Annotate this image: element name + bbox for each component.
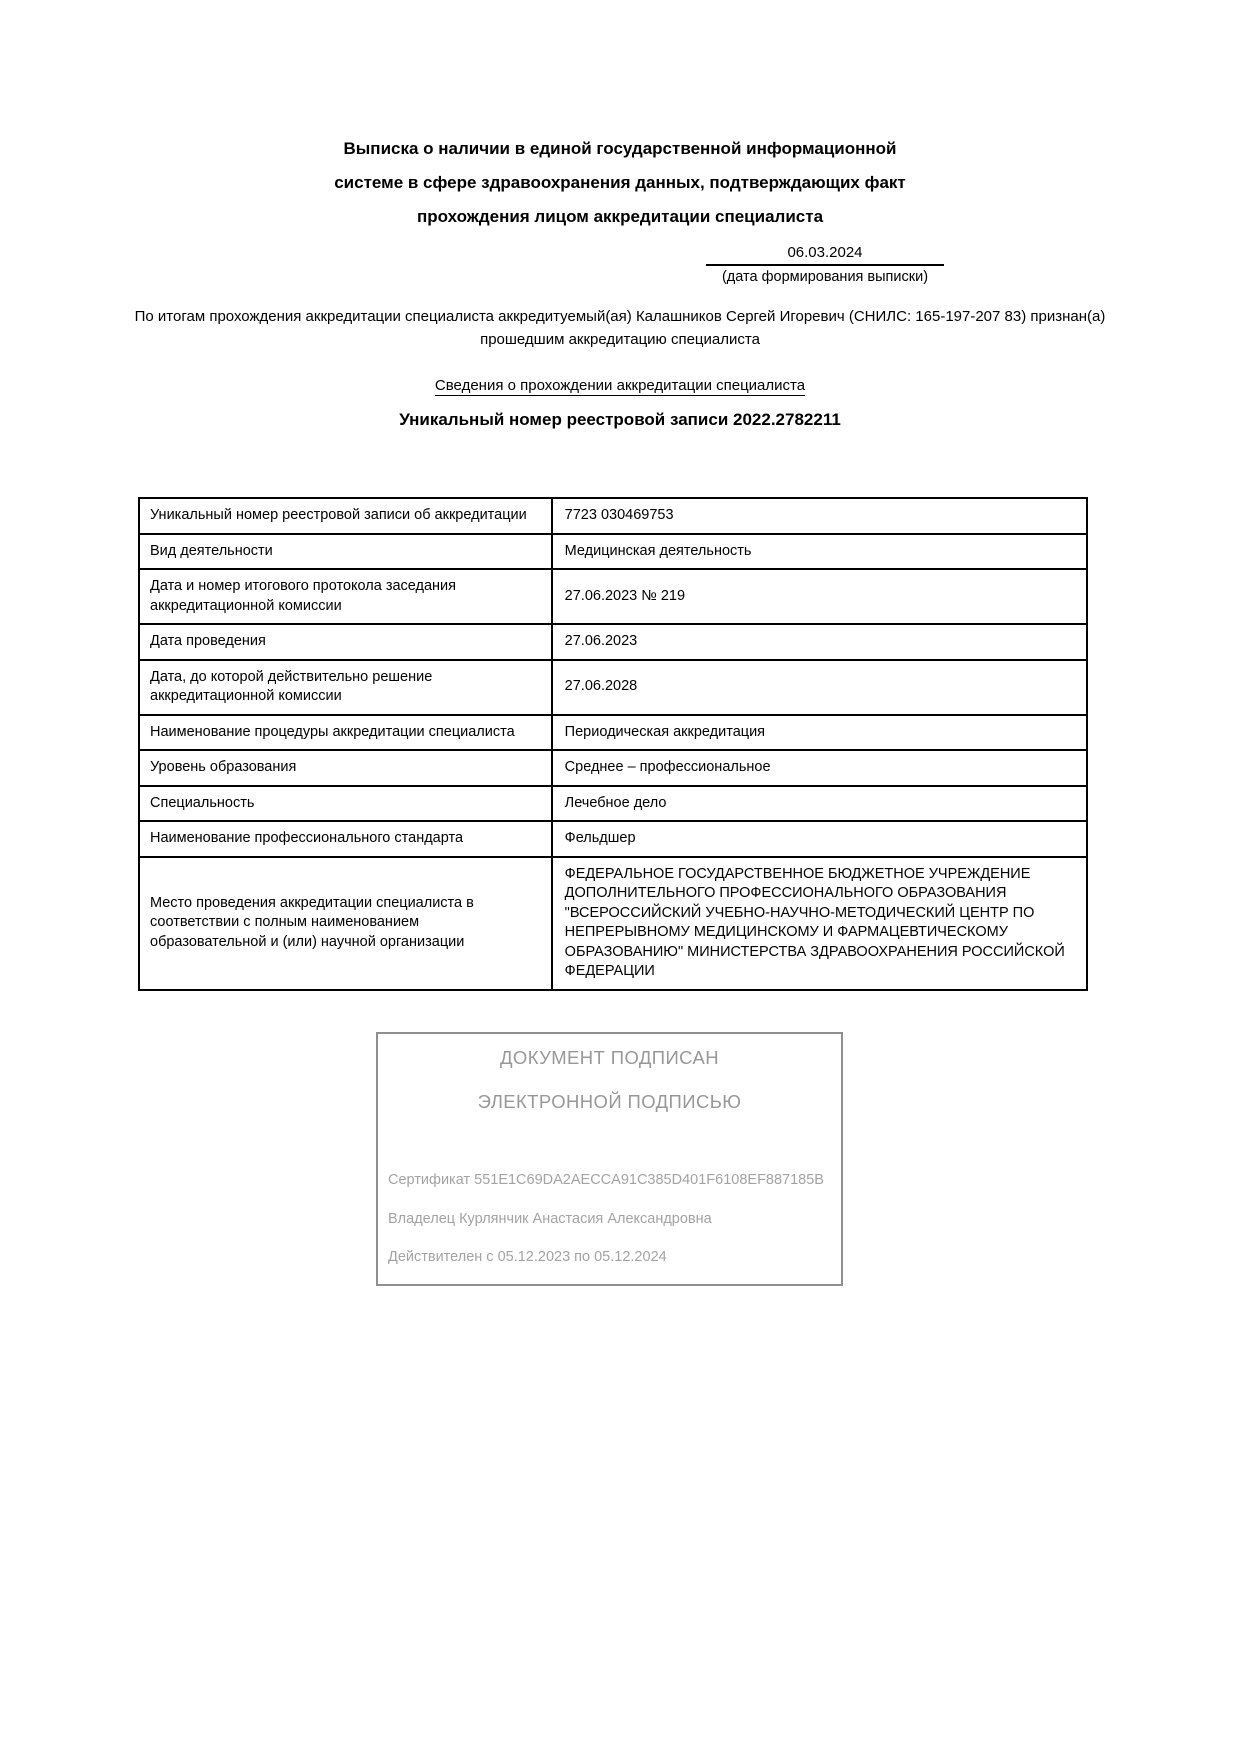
stamp-owner: Владелец Курлянчик Анастасия Александровна	[388, 1211, 712, 1227]
row-label: Дата, до которой действительно решение аккредитационной комиссии	[139, 660, 552, 715]
accreditation-table-body	[139, 498, 1087, 990]
row-value: Лечебное дело	[552, 786, 1087, 822]
row-value: ФЕДЕРАЛЬНОЕ ГОСУДАРСТВЕННОЕ БЮДЖЕТНОЕ УЧРЕЖДЕНИЕ ДОПОЛНИТЕЛЬНОГО ПРОФЕССИОНАЛЬНОГО ОБРАЗОВАНИЯ "ВСЕРОССИЙСКИЙ УЧЕБНО-НАУЧНО-МЕТОДИЧЕСКИЙ ЦЕНТР ПО НЕПРЕРЫВНОМУ МЕДИЦИНСКОМУ И ФАРМАЦЕВТИЧЕСКОМУ ОБРАЗОВАНИЮ" МИНИСТЕРСТВА ЗДРАВООХРАНЕНИЯ РОССИЙСКОЙ ФЕДЕРАЦИИ	[552, 857, 1087, 990]
table-row	[139, 660, 1087, 715]
document-title	[0, 132, 1240, 234]
issue-date-block	[706, 244, 944, 285]
row-value: 7723 030469753	[552, 498, 1087, 534]
table-row	[139, 534, 1087, 570]
table-row	[139, 786, 1087, 822]
table-row	[139, 750, 1087, 786]
row-label: Специальность	[139, 786, 552, 822]
row-label: Уровень образования	[139, 750, 552, 786]
accreditation-table	[138, 497, 1088, 991]
row-label: Наименование процедуры аккредитации специалиста	[139, 715, 552, 751]
document-title-line-1: Выписка о наличии в единой государственной информационной	[343, 139, 897, 158]
document-title-line-2: системе в сфере здравоохранения данных, подтверждающих факт	[334, 173, 906, 192]
issue-date-caption: (дата формирования выписки)	[721, 269, 929, 285]
row-value: 27.06.2028	[552, 660, 1087, 715]
row-value: 27.06.2023 № 219	[552, 569, 1087, 624]
row-label: Дата и номер итогового протокола заседания аккредитационной комиссии	[139, 569, 552, 624]
table-row	[139, 857, 1087, 990]
stamp-heading-line-1: ДОКУМЕНТ ПОДПИСАН	[499, 1047, 720, 1068]
stamp-validity: Действителен с 05.12.2023 по 05.12.2024	[388, 1249, 667, 1265]
row-label: Вид деятельности	[139, 534, 552, 570]
registry-number-heading: Уникальный номер реестровой записи 2022.2782211	[399, 410, 841, 429]
row-value: Периодическая аккредитация	[552, 715, 1087, 751]
table-row	[139, 821, 1087, 857]
row-label: Уникальный номер реестровой записи об аккредитации	[139, 498, 552, 534]
stamp-heading-line-2: ЭЛЕКТРОННОЙ ПОДПИСЬЮ	[477, 1091, 742, 1112]
accreditation-table-wrap	[138, 497, 1088, 991]
document-title-line-3: прохождения лицом аккредитации специалиста	[416, 207, 824, 226]
intro-paragraph: По итогам прохождения аккредитации специалиста аккредитуемый(ая) Калашников Сергей Игоревич (СНИЛС: 165-197-207 83) признан(а) прошедшим аккредитацию специалиста	[134, 308, 1106, 348]
row-value: Медицинская деятельность	[552, 534, 1087, 570]
row-value: Среднее – профессиональное	[552, 750, 1087, 786]
section-heading	[0, 377, 1240, 396]
row-label: Место проведения аккредитации специалиста в соответствии с полным наименованием образовательной и (или) научной организации	[139, 857, 552, 990]
table-row	[139, 569, 1087, 624]
table-row	[139, 715, 1087, 751]
table-row	[139, 624, 1087, 660]
row-label: Дата проведения	[139, 624, 552, 660]
row-value: Фельдшер	[552, 821, 1087, 857]
row-label: Наименование профессионального стандарта	[139, 821, 552, 857]
issue-date-value: 06.03.2024	[706, 244, 944, 266]
electronic-signature-stamp	[376, 1032, 843, 1286]
section-heading-text: Сведения о прохождении аккредитации специалиста	[434, 377, 806, 394]
stamp-certificate: Сертификат 551E1C69DA2AECCA91C385D401F6108EF887185B	[388, 1172, 824, 1188]
row-value: 27.06.2023	[552, 624, 1087, 660]
table-row	[139, 498, 1087, 534]
